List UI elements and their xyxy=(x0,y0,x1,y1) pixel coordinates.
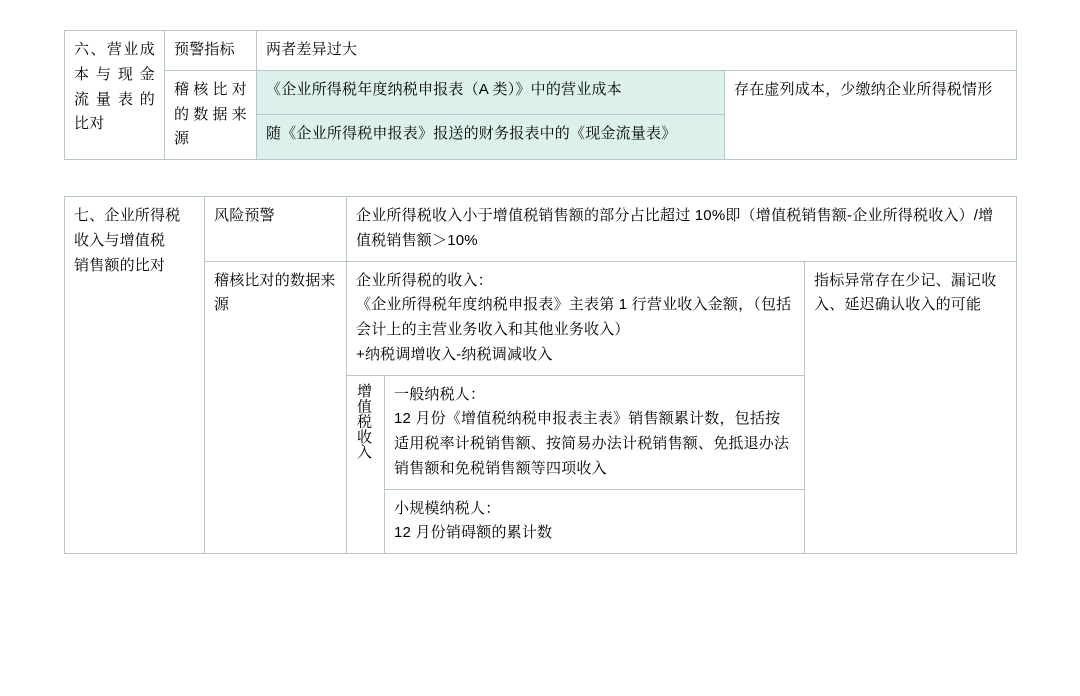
label-line: 源 xyxy=(174,130,190,148)
data-source-label: 稽核比对的数据来源 xyxy=(205,261,347,554)
small-taxpayer-body: 12 月份销碍额的累计数 xyxy=(394,524,553,542)
label-line: 本与现金 xyxy=(74,65,155,83)
label-line: 七、企业所得税 xyxy=(74,207,181,224)
label-line: 销售额的比对 xyxy=(74,256,166,274)
label-line: 比对 xyxy=(74,115,105,133)
general-taxpayer-body: 12 月份《增值税纳税申报表主表》销售额累计数，包括按适用税率计税销售额、按简易办法计税销售额、免抵退办法销售额和免税销售额等四项收入 xyxy=(394,410,790,477)
income-body-adjust: +纳税调增收入-纳税调减收入 xyxy=(356,345,553,363)
table-income-vat-comparison xyxy=(64,196,1017,554)
data-source-label xyxy=(165,70,257,159)
risk-warning-value: 企业所得税收入小于增值税销售额的部分占比超过 10%即（增值税销售额-企业所得税收入）/增值税销售额＞10% xyxy=(347,197,1017,262)
warning-indicator-label: 预警指标 xyxy=(165,31,257,71)
vat-income-label: 增值税收入 xyxy=(347,375,385,554)
table-row xyxy=(65,261,1017,375)
risk-description: 存在虚列成本，少缴纳企业所得税情形 xyxy=(725,70,1017,159)
label-line: 流量表的 xyxy=(74,90,155,108)
small-taxpayer-title: 小规模纳税人： xyxy=(394,499,501,517)
label-line: 稽核比对 xyxy=(174,80,247,98)
general-taxpayer-title: 一般纳税人： xyxy=(394,385,486,403)
table-row xyxy=(65,31,1017,71)
income-definition-cell xyxy=(347,261,805,375)
risk-description: 指标异常存在少记、漏记收入、延迟确认收入的可能 xyxy=(805,261,1017,554)
table-row xyxy=(65,70,1017,115)
income-title: 企业所得税的收入： xyxy=(356,271,493,289)
risk-warning-label: 风险预警 xyxy=(205,197,347,262)
table-row xyxy=(65,197,1017,262)
label-line: 六、营业成 xyxy=(74,41,155,58)
row-label-operating-cost xyxy=(65,31,165,160)
data-source-line-2: 随《企业所得税申报表》报送的财务报表中的《现金流量表》 xyxy=(257,115,725,160)
table-operating-cost-cashflow xyxy=(64,30,1017,160)
label-line: 收入与增值税 xyxy=(74,231,166,249)
label-line: 的数据来 xyxy=(174,105,247,123)
income-body: 《企业所得税年度纳税申报表》主表第 1 行营业收入金额，（包括会计上的主营业务收入和其他业务收入） xyxy=(356,296,792,338)
small-taxpayer-cell xyxy=(385,489,805,554)
warning-indicator-value: 两者差异过大 xyxy=(257,31,1017,71)
general-taxpayer-cell xyxy=(385,375,805,489)
data-source-line-1: 《企业所得税年度纳税申报表（A 类）》中的营业成本 xyxy=(257,70,725,115)
row-label-income-vat xyxy=(65,197,205,554)
